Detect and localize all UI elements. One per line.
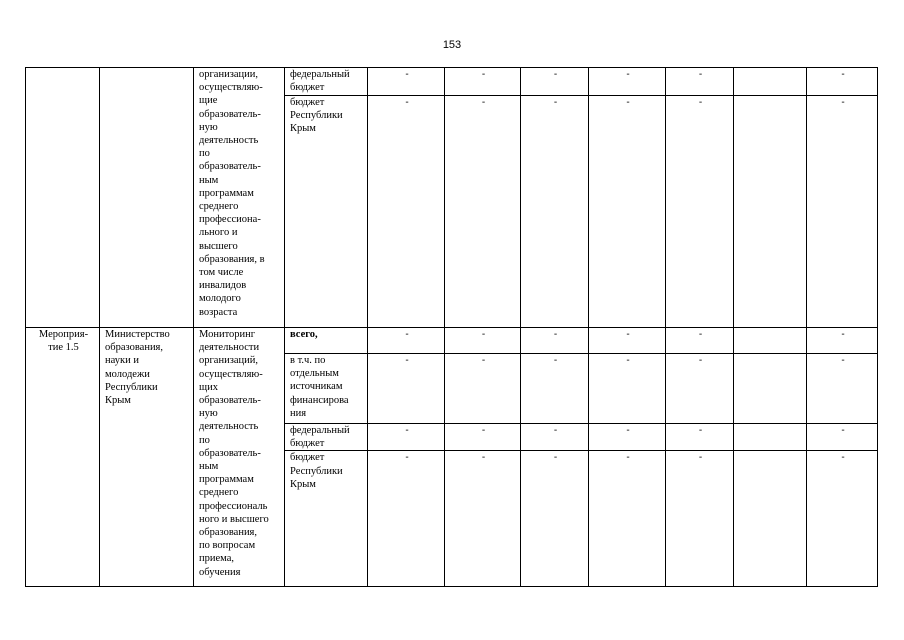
funding-source-cell: бюджет Республики Крым (285, 451, 368, 587)
value-cell: - (521, 354, 589, 424)
page-number: 153 (442, 39, 462, 51)
value-cell: - (666, 328, 734, 354)
value-cell: - (521, 451, 589, 587)
value-cell: - (589, 424, 666, 451)
value-cell: - (807, 354, 878, 424)
table-row (26, 328, 878, 354)
value-cell: - (666, 451, 734, 587)
value-cell: - (368, 424, 445, 451)
value-cell: - (807, 96, 878, 328)
value-cell: - (589, 68, 666, 96)
value-cell (734, 354, 807, 424)
value-cell (734, 328, 807, 354)
value-cell: - (521, 328, 589, 354)
funding-source-cell: всего, (285, 328, 368, 354)
value-cell: - (807, 328, 878, 354)
value-cell: - (445, 354, 521, 424)
value-cell: - (445, 424, 521, 451)
table-row (26, 68, 878, 96)
value-cell: - (666, 354, 734, 424)
value-cell: - (368, 96, 445, 328)
value-cell: - (368, 68, 445, 96)
value-cell (734, 424, 807, 451)
value-cell: - (445, 96, 521, 328)
value-cell: - (445, 68, 521, 96)
value-cell: - (666, 96, 734, 328)
value-cell: - (807, 451, 878, 587)
value-cell: - (807, 424, 878, 451)
value-cell: - (589, 354, 666, 424)
value-cell: - (589, 451, 666, 587)
value-cell: - (589, 328, 666, 354)
value-cell: - (521, 68, 589, 96)
value-cell: - (666, 68, 734, 96)
value-cell (734, 68, 807, 96)
activity-cell (26, 68, 100, 328)
value-cell: - (521, 424, 589, 451)
executor-cell (100, 68, 194, 328)
executor-cell: Министерство образования, науки и молодежи Республики Крым (100, 328, 194, 587)
funding-source-cell: федеральный бюджет (285, 424, 368, 451)
description-cell: организации, осуществляю- щие образователь- ную деятельность по образователь- ным программам среднего профессиона- льного и высшего образования, в том числе инвалидов молодого возраста (194, 68, 285, 328)
value-cell (734, 451, 807, 587)
value-cell: - (445, 451, 521, 587)
value-cell: - (521, 96, 589, 328)
funding-source-cell: федеральный бюджет (285, 68, 368, 96)
value-cell: - (368, 328, 445, 354)
value-cell: - (666, 424, 734, 451)
value-cell: - (368, 354, 445, 424)
value-cell: - (807, 68, 878, 96)
description-cell: Мониторинг деятельности организаций, осуществляю- щих образователь- ную деятельность по образователь- ным программам среднего профессиональ ного и высшего образования, по вопросам приема, обучения (194, 328, 285, 587)
value-cell: - (589, 96, 666, 328)
funding-source-cell: бюджет Республики Крым (285, 96, 368, 328)
funding-source-cell: в т.ч. по отдельным источникам финансирова ния (285, 354, 368, 424)
value-cell: - (368, 451, 445, 587)
value-cell (734, 96, 807, 328)
activity-cell: Мероприя- тие 1.5 (26, 328, 100, 587)
value-cell: - (445, 328, 521, 354)
financing-table (25, 67, 878, 587)
